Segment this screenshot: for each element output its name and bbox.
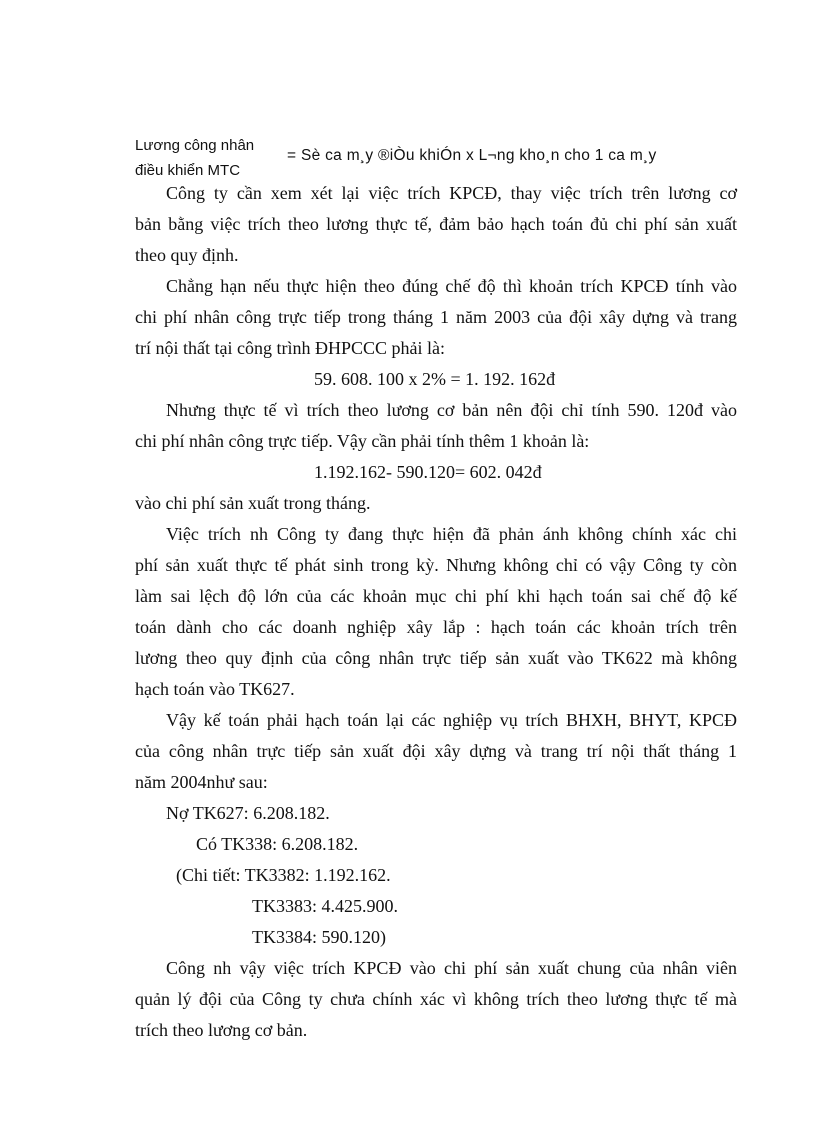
paragraph-line: làm sai lệch độ lớn của các khoản mục chi phí khi hạch toán sai chế độ kế: [135, 586, 737, 606]
paragraph-line: năm 2004như sau:: [135, 772, 268, 792]
paragraph-line: lương theo quy định của công nhân trực tiếp sản xuất vào TK622 mà không: [135, 648, 737, 668]
paragraph-line: hạch toán vào TK627.: [135, 679, 295, 699]
journal-debit-line: Nợ TK627: 6.208.182.: [166, 803, 330, 823]
paragraph-line: toán dành cho các doanh nghiệp xây lắp : hạch toán các khoản trích trên: [135, 617, 737, 637]
paragraph-line: trí nội thất tại công trình ĐHPCCC phải là:: [135, 338, 445, 358]
journal-detail-line: TK3383: 4.425.900.: [252, 896, 398, 916]
paragraph-line: Công ty cần xem xét lại việc trích KPCĐ, thay việc trích trên lương cơ: [166, 183, 737, 203]
journal-detail-line: (Chi tiết: TK3382: 1.192.162.: [176, 865, 391, 885]
paragraph-line: Vậy kế toán phải hạch toán lại các nghiệp vụ trích BHXH, BHYT, KPCĐ: [166, 710, 737, 730]
formula-label-line-1: Lương công nhân: [135, 137, 255, 154]
paragraph-line: Chẳng hạn nếu thực hiện theo đúng chế độ thì khoản trích KPCĐ tính vào: [166, 276, 737, 296]
paragraph-line: Nhưng thực tế vì trích theo lương cơ bản nên đội chỉ tính 590. 120đ vào: [166, 400, 737, 420]
paragraph-line: chi phí nhân công trực tiếp. Vậy cần phải tính thêm 1 khoản là:: [135, 431, 590, 451]
paragraph-line: quản lý đội của Công ty chưa chính xác vì không trích theo lương thực tế mà: [135, 989, 737, 1009]
equation-line: 1.192.162- 590.120= 602. 042đ: [314, 462, 542, 482]
paragraph-line: bản bằng việc trích theo lương thực tế, đảm bảo hạch toán đủ chi phí sản xuất: [135, 214, 737, 234]
paragraph-line: theo quy định.: [135, 245, 239, 265]
paragraph-line: phí sản xuất thực tế phát sinh trong kỳ. Nhưng không chỉ có vậy Công ty còn: [135, 555, 737, 575]
formula-label-line-2: điều khiển MTC: [135, 162, 241, 179]
journal-detail-line: TK3384: 590.120): [252, 927, 386, 947]
paragraph-line: trích theo lương cơ bản.: [135, 1020, 308, 1040]
paragraph-line: vào chi phí sản xuất trong tháng.: [135, 493, 371, 513]
paragraph-line: của công nhân trực tiếp sản xuất đội xây dựng và trang trí nội thất tháng 1: [135, 741, 737, 761]
equation-line: 59. 608. 100 x 2% = 1. 192. 162đ: [314, 369, 556, 389]
paragraph-line: chi phí nhân công trực tiếp trong tháng 1 năm 2003 của đội xây dựng và trang: [135, 307, 737, 327]
paragraph-line: Công nh vậy việc trích KPCĐ vào chi phí sản xuất chung của nhân viên: [166, 958, 737, 978]
journal-credit-line: Có TK338: 6.208.182.: [196, 834, 359, 854]
formula-label: [135, 133, 254, 183]
formula-expression: = Sè ca m¸y ®iÒu khiÓn x L¬ng kho¸n cho 1 ca m¸y: [287, 147, 657, 164]
paragraph-line: Việc trích nh Công ty đang thực hiện đã phản ánh không chính xác chi: [166, 524, 737, 544]
